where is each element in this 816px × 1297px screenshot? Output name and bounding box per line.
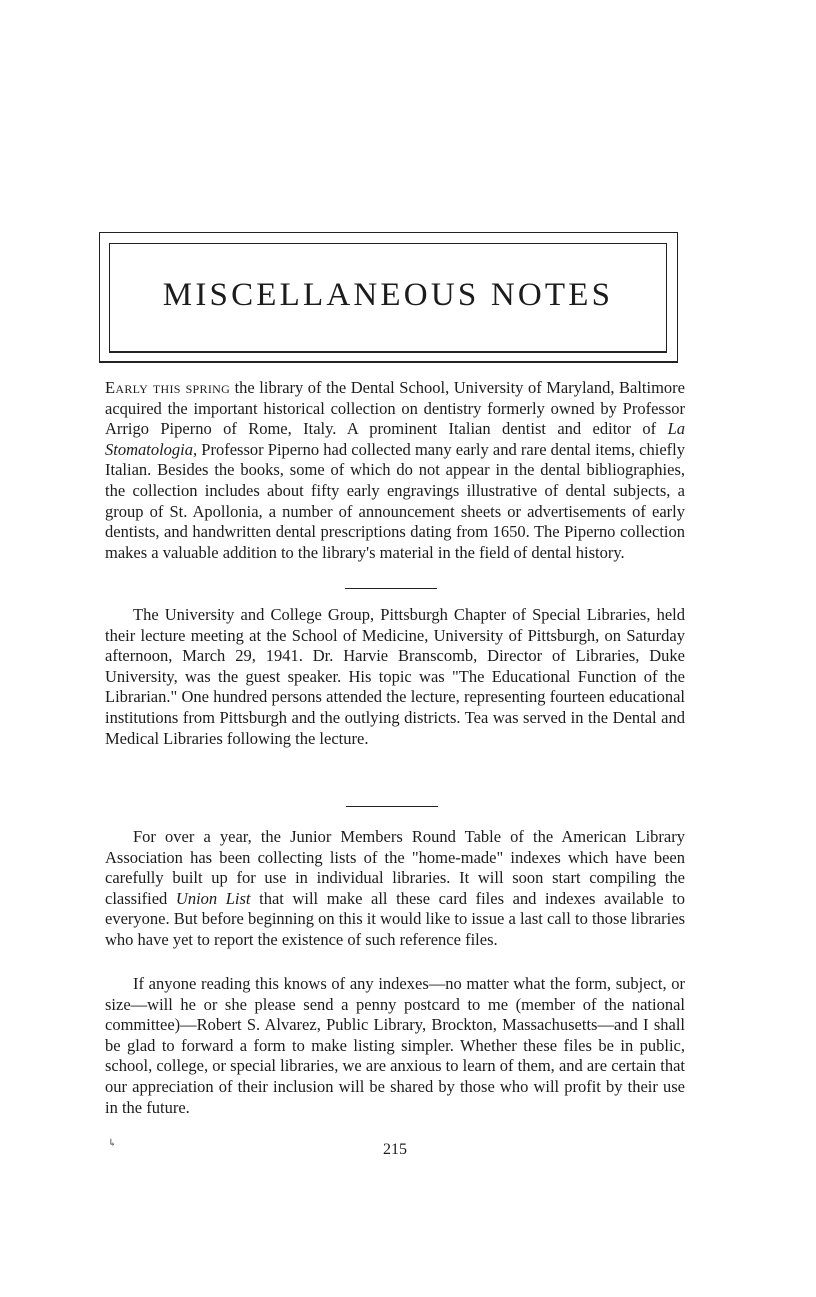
- note-text-part: that will make all these card files and indexes available to everyone. But before beginning on this it would like to issue a last call to those libraries who have yet to report the existence of such reference files.: [105, 888, 685, 949]
- section-heading: MISCELLANEOUS NOTES: [162, 277, 614, 313]
- section-divider: [345, 588, 437, 589]
- title-frame-inner: [109, 243, 667, 353]
- note-text-part: For over a year, the Junior Members Round Table of the American Library Association has been collecting lists of the "home-made" indexes which have been carefully built up for use in individual libraries. It will soon start compiling the classified: [105, 827, 685, 908]
- note-dental-school-collection: [105, 378, 685, 563]
- union-list-title: Union List: [175, 888, 251, 908]
- note-paragraph: The University and College Group, Pittsburgh Chapter of Special Libraries, held their lecture meeting at the School of Medicine, University of Pittsburgh, on Saturday afternoon, March 29, 1941. Dr. Harvie Branscomb, Director of Libraries, Duke University, was the guest speaker. His topic was "The Educational Function of the Librarian." One hundred persons attended the lecture, representing fourteen educational institutions from Pittsburgh and the outlying districts. Tea was served in the Dental and Medical Libraries following the lecture.: [105, 605, 685, 748]
- note-union-list: [105, 827, 685, 951]
- note-text-part: Professor Piperno had collected many early and rare dental items, chiefly Italian. Besides the books, some of which do not appear in the dental bibliographies, the collection includes about fifty early engravings illustrative of dental subjects, a group of St. Apollonia, a number of announcement sheets or advertisements of early dentists, and handwritten dental prescriptions dating from 1650. The Piperno collection makes a valuable addition to the library's material in the field of dental history.: [105, 439, 685, 562]
- note-paragraph: If anyone reading this knows of any indexes—no matter what the form, subject, or size—will he or she please send a penny postcard to me (member of the national committee)—Robert S. Alvarez, Public Library, Brockton, Massachusetts—and I shall be glad to forward a form to make listing simpler. Whether these files be in public, school, college, or special libraries, we are anxious to learn of them, and are certain that our appreciation of their inclusion will be shared by those who will profit by their use in the future.: [105, 974, 685, 1117]
- note-text-part: the library of the Dental School, University of Maryland, Baltimore acquired the important historical collection on dentistry formerly owned by Professor Arrigo Piperno of Rome, Italy. A prominent Italian dentist and editor of: [105, 378, 686, 439]
- page-number: 215: [383, 1141, 407, 1158]
- note-index-request: [105, 974, 685, 1118]
- journal-title: La Stomatologia,: [105, 419, 685, 459]
- note-lead-in: Early this spring: [105, 378, 231, 397]
- note-pittsburgh-lecture: [105, 605, 685, 749]
- corner-mark: ↳: [108, 1138, 117, 1149]
- section-divider: [346, 806, 438, 807]
